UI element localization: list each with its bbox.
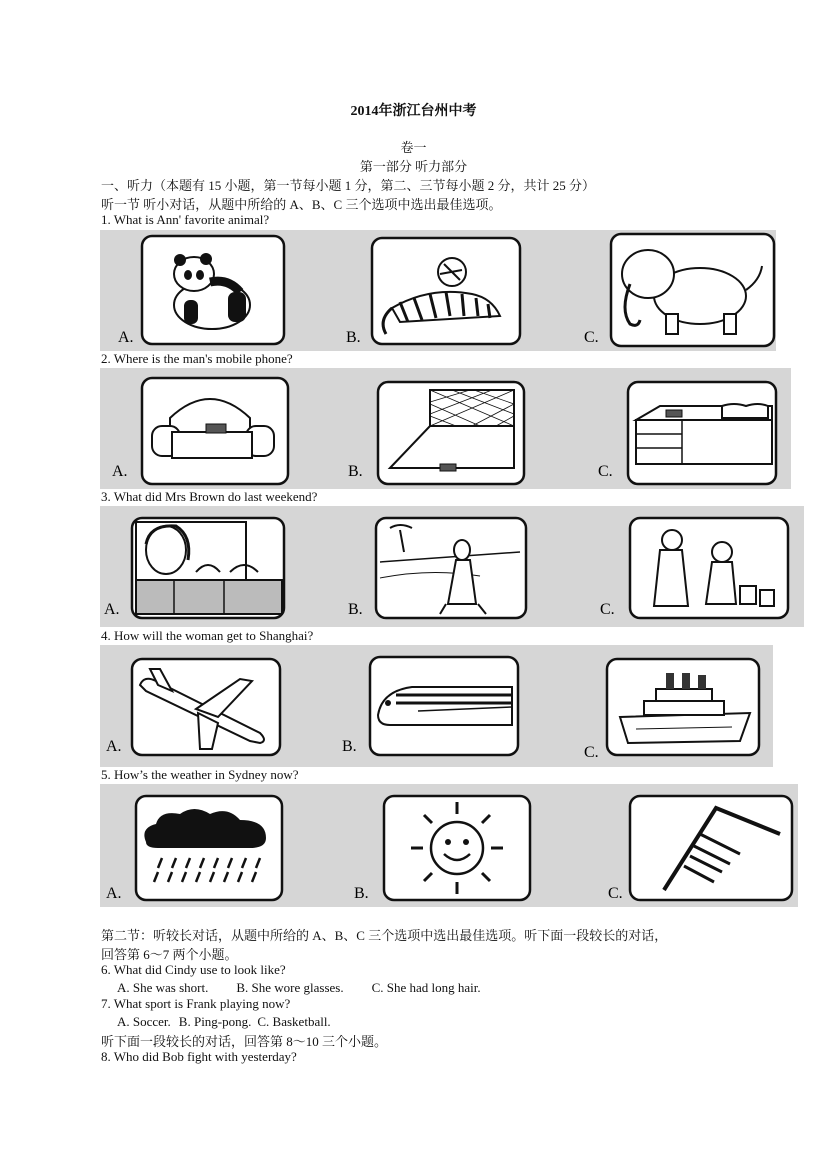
volume-label: 卷一	[400, 140, 427, 155]
question-4-text: 4. How will the woman get to Shanghai?	[101, 628, 314, 643]
option-c-letter: C.	[584, 744, 599, 761]
option-c-letter: C.	[598, 463, 613, 480]
option-b-letter: B.	[346, 329, 361, 346]
question-6-options	[117, 980, 497, 996]
page-title: 2014年浙江台州中考	[350, 104, 477, 119]
train-picture	[378, 687, 512, 725]
question-6-option-c: C. She had long hair.	[371, 980, 481, 995]
question-3-pictures	[100, 506, 804, 627]
question-5-pictures	[100, 784, 798, 907]
option-a-letter: A.	[104, 601, 120, 618]
option-a-letter: A.	[106, 738, 122, 755]
question-2-pictures	[100, 368, 791, 489]
option-a-letter: A.	[118, 329, 134, 346]
option-b-letter: B.	[342, 738, 357, 755]
option-a-letter: A.	[106, 885, 122, 902]
section1-intro: 听一节 听小对话，从题中所给的 A、B、C 三个选项中选出最佳选项。	[101, 197, 502, 212]
option-c-letter: C.	[600, 601, 615, 618]
part-label: 第一部分 听力部分	[359, 159, 468, 174]
question-1-pictures	[100, 230, 776, 351]
option-c-letter: C.	[584, 329, 599, 346]
option-a-letter: A.	[112, 463, 128, 480]
question-7-option-a: A. Soccer.	[117, 1014, 171, 1029]
section1-header: 一、听力（本题有 15 小题，第一节每小题 1 分，第二、三节每小题 2 分，共计 25 分）	[101, 178, 596, 193]
question-8-text: 8. Who did Bob fight with yesterday?	[101, 1049, 297, 1064]
question-6-option-b: B. She wore glasses.	[236, 980, 344, 995]
section2-intro-line2: 回答第 6〜7 两个小题。	[101, 947, 238, 962]
desk-picture	[636, 404, 772, 464]
question-4-pictures	[100, 645, 773, 767]
question-6-text: 6. What did Cindy use to look like?	[101, 962, 286, 977]
question-2-text: 2. Where is the man's mobile phone?	[101, 351, 293, 366]
option-b-letter: B.	[348, 601, 363, 618]
option-b-letter: B.	[348, 463, 363, 480]
question-7-option-b: B. Ping-pong.	[178, 1014, 252, 1029]
question-3-text: 3. What did Mrs Brown do last weekend?	[101, 489, 318, 504]
question-5-text: 5. How’s the weather in Sydney now?	[101, 767, 299, 782]
question-1-text: 1. What is Ann' favorite animal?	[101, 212, 270, 227]
question-6-option-a: A. She was short.	[117, 980, 209, 995]
question-7-options	[117, 1014, 347, 1030]
option-b-letter: B.	[354, 885, 369, 902]
section2-intro-line1: 第二节：听较长对话，从题中所给的 A、B、C 三个选项中选出最佳选项。听下面一段较长的对话，	[101, 928, 668, 943]
question-7-text: 7. What sport is Frank playing now?	[101, 996, 291, 1011]
section2-intro-line3: 听下面一段较长的对话，回答第 8〜10 三个小题。	[101, 1034, 388, 1049]
question-7-option-c: C. Basketball.	[257, 1014, 331, 1029]
option-c-letter: C.	[608, 885, 623, 902]
